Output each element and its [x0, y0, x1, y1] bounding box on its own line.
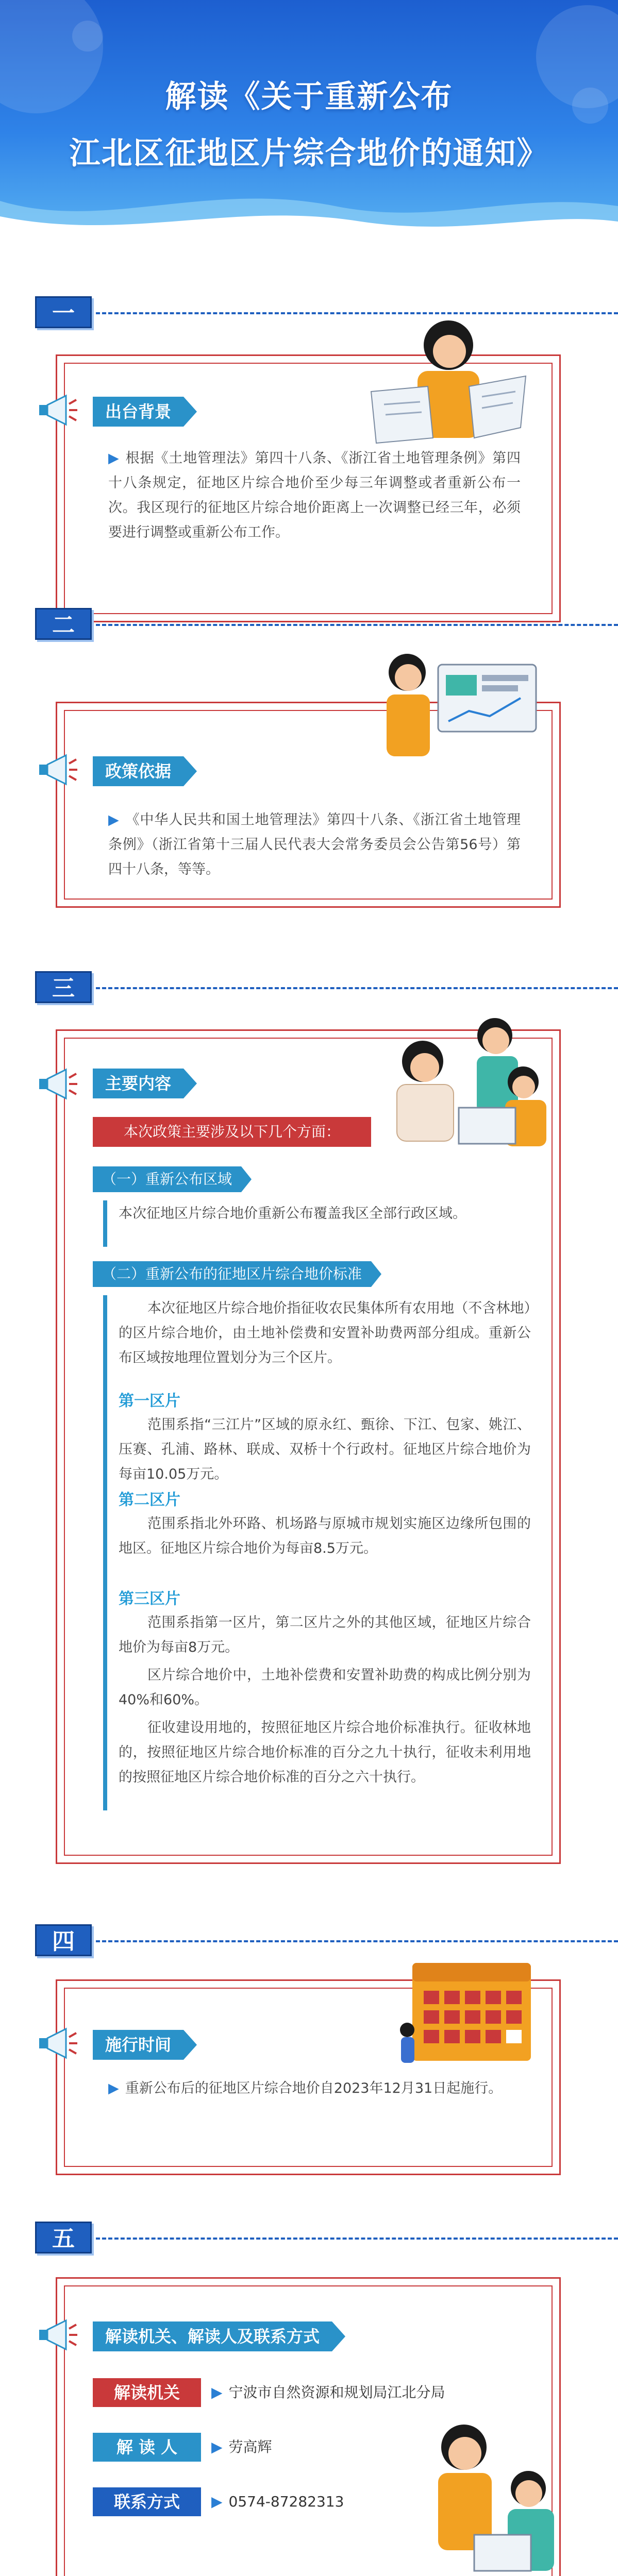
- section-divider-5: [96, 2238, 618, 2240]
- zone-2-text: 范围系指北外环路、机场路与原城市规划实施区边缘所包围的地区。征地区片综合地价为每亩8.5万元。: [119, 1516, 531, 1556]
- subsection-1-title: （一）重新公布区域: [93, 1166, 241, 1192]
- contact-label-phone: 联系方式: [93, 2487, 201, 2516]
- contact-label-person: 解 读 人: [93, 2433, 201, 2462]
- megaphone-icon: [36, 2317, 79, 2353]
- zone-1-text: 范围系指“三江片”区域的原永红、甄徐、下江、包家、姚江、压赛、孔浦、路林、联成、双桥十个行政村。征地区片综合地价为每亩10.05万元。: [119, 1417, 531, 1482]
- section-number-2: 二: [35, 608, 92, 640]
- section-2-body: 《中华人民共和国土地管理法》第四十八条、《浙江省土地管理条例》（浙江省第十三届人民代表大会常务委员会公告第56号）第四十八条，等等。: [108, 812, 521, 877]
- presenter-illustration: [371, 644, 546, 773]
- usage-text: 征收建设用地的，按照征地区片综合地价标准执行。征收林地的，按照征地区片综合地价标准的百分之九十执行，征收未利用地的按照征地区片综合地价标准的百分之六十执行。: [119, 1720, 531, 1785]
- title-divider: [95, 118, 523, 129]
- header-wave: [0, 170, 618, 242]
- tag-effective-date: 施行时间: [93, 2030, 183, 2060]
- contact-label-agency: 解读机关: [93, 2378, 201, 2407]
- section-2-text: [108, 808, 521, 882]
- triangle-right-icon: ▶: [211, 2493, 223, 2510]
- megaphone-icon: [36, 1066, 79, 1103]
- office-workers-illustration: [407, 2401, 577, 2576]
- page-title-line2: 江北区征地区片综合地价的通知》: [69, 135, 549, 172]
- triangle-right-icon: ▶: [211, 2384, 223, 2401]
- header-banner: [0, 0, 618, 242]
- section-number-5: 五: [35, 2222, 92, 2253]
- tag-contact-info: 解读机关、解读人及联系方式: [93, 2321, 332, 2351]
- section-1-text: [108, 446, 521, 545]
- calendar-icon: [392, 1953, 541, 2081]
- megaphone-icon: [36, 2026, 79, 2062]
- tag-background: 出台背景: [93, 397, 183, 427]
- ratio-text: 区片综合地价中，土地补偿费和安置补助费的构成比例分别为40%和60%。: [119, 1667, 531, 1708]
- person-name: 劳高辉: [228, 2438, 272, 2455]
- subsection-1-text: 本次征地区片综合地价重新公布覆盖我区全部行政区域。: [119, 1206, 466, 1222]
- section-number-3: 三: [35, 971, 92, 1003]
- tag-policy-basis: 政策依据: [93, 756, 183, 786]
- triangle-right-icon: ▶: [108, 2080, 119, 2096]
- contact-value-phone: [211, 2487, 344, 2516]
- section-4-body: 重新公布后的征地区片综合地价自2023年12月31日起施行。: [125, 2080, 503, 2096]
- contact-value-person: [211, 2433, 272, 2462]
- section-4-text: [108, 2076, 521, 2101]
- zone-2-title: 第二区片: [119, 1491, 180, 1509]
- agency-name: 宁波市自然资源和规划局江北分局: [228, 2384, 445, 2401]
- triangle-right-icon: ▶: [211, 2438, 223, 2455]
- triangle-right-icon: ▶: [108, 812, 120, 828]
- subsection-2-title: （二）重新公布的征地区片综合地价标准: [93, 1261, 371, 1287]
- section-divider-2: [96, 624, 618, 626]
- reading-person-illustration: [356, 309, 541, 459]
- triangle-right-icon: ▶: [108, 450, 120, 466]
- megaphone-icon: [36, 752, 79, 788]
- zone-3-text: 范围系指第一区片，第二区片之外的其他区域，征地区片综合地价为每亩8万元。: [119, 1615, 531, 1655]
- subsection-1-bar: [103, 1200, 107, 1247]
- zone-1-title: 第一区片: [119, 1392, 180, 1410]
- intro-banner: 本次政策主要涉及以下几个方面：: [93, 1117, 371, 1147]
- megaphone-icon: [36, 393, 79, 429]
- tag-main-content: 主要内容: [93, 1069, 183, 1098]
- subsection-2-bar: [103, 1295, 107, 1810]
- footer-wave: [0, 2566, 618, 2576]
- group-meeting-illustration: [376, 1005, 552, 1164]
- section-1-body: 根据《土地管理法》第四十八条、《浙江省土地管理条例》第四十八条规定，征地区片综合地价至少每三年调整或者重新公布一次。我区现行的征地区片综合地价距离上一次调整已经三年，必须要进行调整或重新公布工作。: [108, 450, 521, 540]
- section-divider-4: [96, 1940, 618, 1942]
- page-title-line1: 解读《关于重新公布: [165, 79, 453, 115]
- phone-number: 0574-87282313: [228, 2493, 344, 2510]
- zone-3-title: 第三区片: [119, 1590, 180, 1608]
- subsection-2-text: 本次征地区片综合地价指征收农民集体所有农用地（不含林地）的区片综合地价，由土地补偿费和安置补助费两部分组成。重新公布区域按地理位置划分为三个区片。: [119, 1300, 531, 1366]
- section-number-1: 一: [35, 296, 92, 328]
- section-number-4: 四: [35, 1924, 92, 1956]
- section-divider-3: [96, 987, 618, 989]
